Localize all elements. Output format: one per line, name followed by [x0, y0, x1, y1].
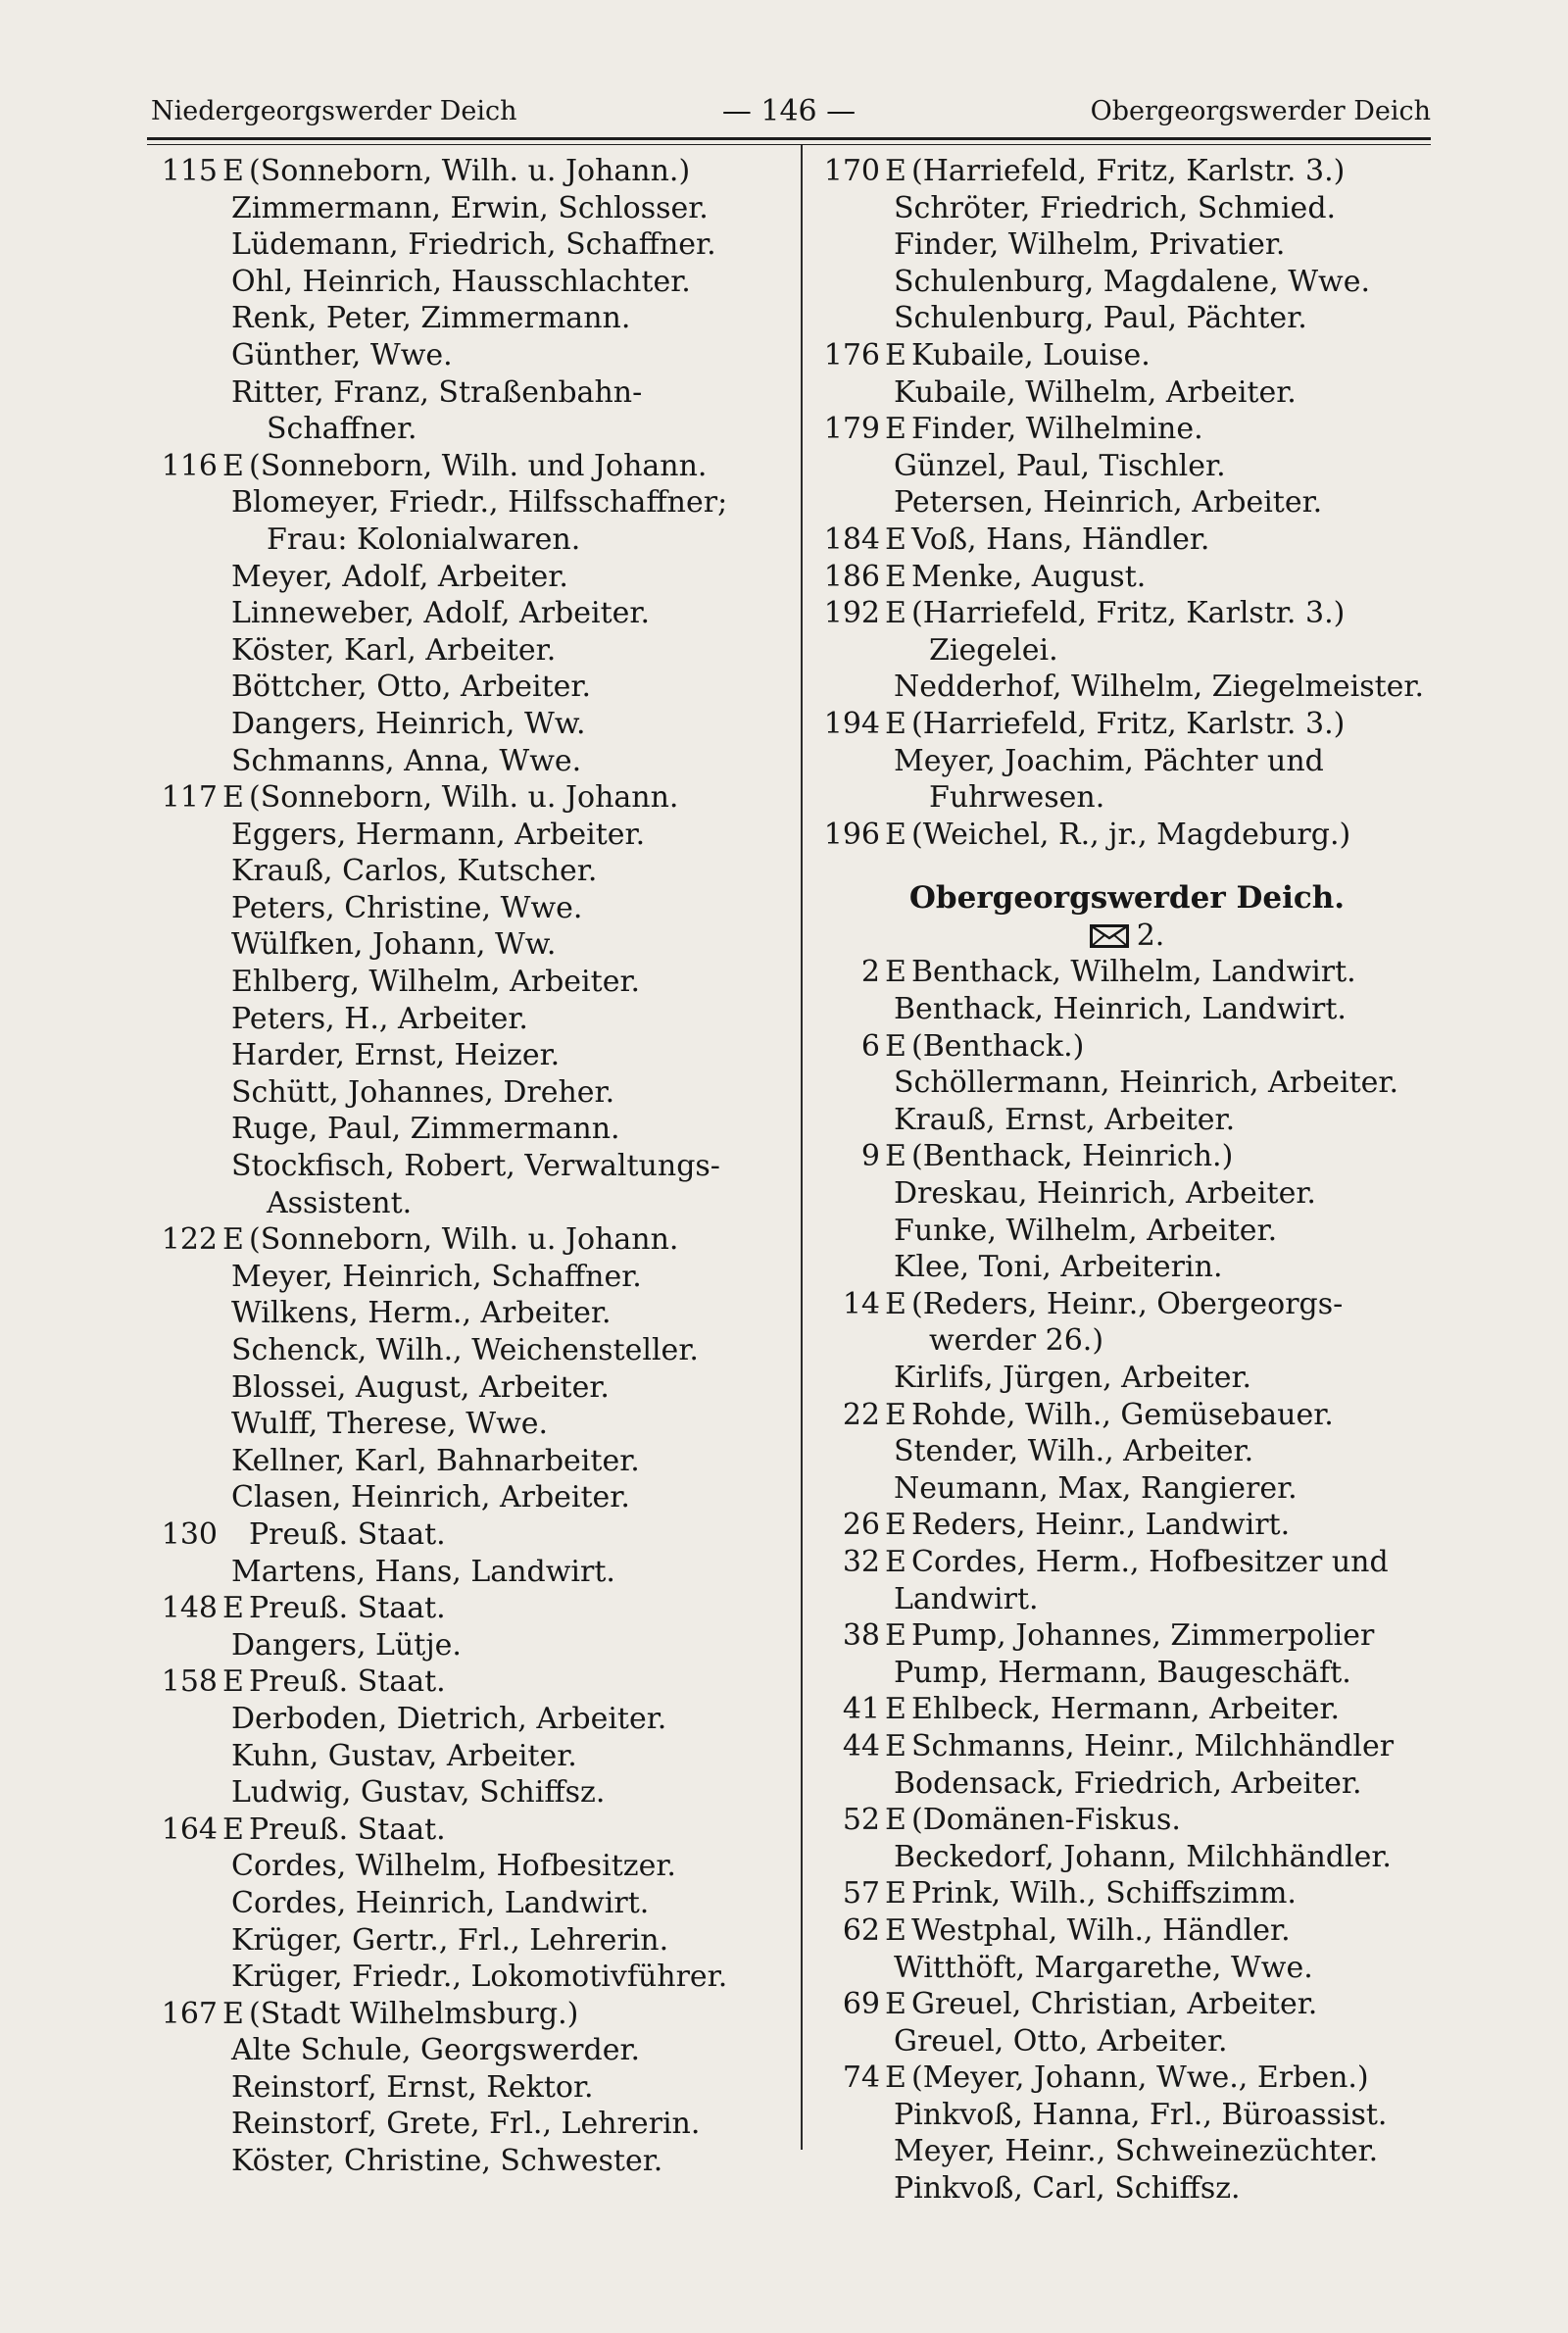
resident-text: Schulenburg, Magdalene, Wwe.	[894, 264, 1371, 299]
resident-line	[157, 2106, 794, 2143]
house-entry	[813, 411, 1441, 448]
house-number: 116	[161, 448, 218, 483]
resident-text: Krauß, Ernst, Arbeiter.	[894, 1102, 1236, 1137]
house-entry	[813, 1691, 1441, 1728]
house-entry	[813, 153, 1441, 190]
house-entry	[813, 1028, 1441, 1066]
resident-line	[157, 1406, 794, 1443]
owner-code: E	[222, 154, 244, 188]
house-entry	[813, 521, 1441, 559]
resident-line	[157, 2143, 794, 2180]
resident-line	[157, 1332, 794, 1369]
resident-text: Böttcher, Otto, Arbeiter.	[231, 670, 592, 705]
house-number: 14	[842, 1286, 880, 1321]
resident-text: Beckedorf, Johann, Milchhändler.	[894, 1839, 1392, 1874]
resident-line	[813, 2133, 1441, 2170]
resident-line	[813, 1765, 1441, 1803]
resident-text: Funke, Wilhelm, Arbeiter.	[894, 1213, 1278, 1248]
owner-code: E	[885, 1286, 906, 1321]
resident-line	[157, 190, 794, 227]
resident-text: Schütt, Johannes, Dreher.	[231, 1074, 615, 1110]
owner-code: E	[885, 955, 906, 990]
resident-text: Stender, Wilh., Arbeiter.	[894, 1434, 1254, 1469]
house-entry	[813, 1912, 1441, 1950]
owner-code: E	[885, 1028, 906, 1064]
postal-district	[813, 918, 1441, 955]
resident-line	[813, 2023, 1441, 2060]
house-number: 32	[842, 1544, 880, 1579]
resident-text: Blomeyer, Friedr., Hilfsschaffner;	[231, 485, 728, 521]
resident-line	[157, 964, 794, 1001]
owner-code: E	[885, 337, 906, 372]
resident-text: Krüger, Gertr., Frl., Lehrerin.	[231, 1922, 669, 1958]
resident-line	[157, 1295, 794, 1332]
house-number: 176	[823, 337, 880, 372]
right-column-entries-b	[813, 954, 1441, 2207]
resident-text: Schöllermann, Heinrich, Arbeiter.	[894, 1066, 1398, 1101]
owner-text: (Reders, Heinr., Obergeorgs-	[911, 1286, 1344, 1321]
owner-text: (Sonneborn, Wilh. u. Johann.	[249, 780, 679, 816]
owner-text: Preuß. Staat.	[249, 1812, 446, 1847]
resident-text: Ziegelei.	[929, 632, 1058, 668]
house-number: 192	[823, 596, 880, 631]
continuation-line	[157, 521, 794, 559]
owner-code: E	[222, 448, 244, 483]
house-entry	[157, 1590, 794, 1627]
resident-line	[157, 337, 794, 374]
resident-line	[157, 743, 794, 780]
resident-line	[813, 264, 1441, 301]
resident-line	[813, 226, 1441, 264]
owner-text: Ehlbeck, Hermann, Arbeiter.	[911, 1692, 1341, 1727]
resident-line	[157, 1369, 794, 1407]
header-left-street: Niedergeorgswerder Deich	[151, 96, 517, 126]
resident-text: Peters, Christine, Wwe.	[231, 890, 583, 925]
house-entry	[813, 1986, 1441, 2023]
resident-line	[157, 706, 794, 743]
house-number: 26	[842, 1508, 880, 1543]
house-number: 6	[860, 1028, 880, 1064]
resident-line	[813, 1102, 1441, 1139]
owner-text: Menke, August.	[911, 559, 1147, 594]
continuation-line	[813, 779, 1441, 817]
header-right-street: Obergeorgswerder Deich	[1090, 96, 1431, 126]
resident-text: Günzel, Paul, Tischler.	[894, 448, 1226, 483]
house-number: 179	[823, 412, 880, 447]
owner-text: (Domänen-Fiskus.	[911, 1803, 1181, 1838]
house-entry	[813, 954, 1441, 991]
continuation-line	[157, 411, 794, 448]
resident-line	[813, 190, 1441, 227]
resident-text: Nedderhof, Wilhelm, Ziegelmeister.	[894, 670, 1425, 705]
resident-line	[157, 632, 794, 670]
owner-code: E	[885, 1803, 906, 1838]
resident-line	[813, 1249, 1441, 1286]
house-number: 9	[860, 1139, 880, 1174]
house-number: 22	[842, 1397, 880, 1432]
resident-text: Bodensack, Friedrich, Arbeiter.	[894, 1765, 1362, 1801]
house-entry	[813, 1286, 1441, 1323]
section-title: Obergeorgswerder Deich.	[908, 880, 1346, 917]
house-number: 122	[161, 1222, 218, 1258]
resident-text: Fuhrwesen.	[929, 780, 1105, 816]
resident-text: Pinkvoß, Hanna, Frl., Büroassist.	[894, 2097, 1388, 2132]
house-number: 148	[161, 1591, 218, 1626]
resident-line	[813, 2097, 1441, 2134]
house-number: 170	[823, 154, 880, 188]
resident-text: Kellner, Karl, Bahnarbeiter.	[231, 1443, 640, 1478]
resident-text: Meyer, Heinrich, Schaffner.	[231, 1259, 642, 1294]
resident-text: Schröter, Friedrich, Schmied.	[894, 190, 1337, 225]
house-number: 62	[842, 1912, 880, 1948]
house-entry	[813, 1617, 1441, 1655]
resident-text: Greuel, Otto, Arbeiter.	[894, 2023, 1228, 2059]
resident-text: Assistent.	[267, 1185, 413, 1220]
owner-text: Greuel, Christian, Arbeiter.	[911, 1987, 1318, 2022]
resident-line	[813, 991, 1441, 1028]
resident-text: Krüger, Friedr., Lokomotivführer.	[231, 1960, 728, 1995]
resident-line	[813, 1213, 1441, 1250]
house-entry	[157, 153, 794, 190]
resident-line	[157, 1701, 794, 1738]
resident-text: Lüdemann, Friedrich, Schaffner.	[231, 227, 716, 263]
resident-text: Linneweber, Adolf, Arbeiter.	[231, 596, 651, 631]
house-number: 2	[860, 955, 880, 990]
resident-line	[157, 1443, 794, 1480]
owner-code: E	[885, 154, 906, 188]
house-number: 158	[161, 1664, 218, 1700]
resident-line	[813, 484, 1441, 521]
right-column-entries-a	[813, 153, 1441, 853]
resident-line	[157, 1627, 794, 1664]
house-entry	[813, 1397, 1441, 1434]
resident-text: Wülfken, Johann, Ww.	[231, 927, 557, 963]
resident-text: Ruge, Paul, Zimmermann.	[231, 1112, 620, 1147]
resident-line	[813, 300, 1441, 337]
owner-code: E	[885, 1618, 906, 1654]
resident-text: Harder, Ernst, Heizer.	[231, 1038, 561, 1073]
house-entry	[813, 817, 1441, 854]
resident-text: Meyer, Heinr., Schweinezüchter.	[894, 2134, 1379, 2169]
resident-text: Günther, Wwe.	[231, 337, 453, 372]
owner-code: E	[885, 596, 906, 631]
owner-text: Voß, Hans, Händler.	[911, 521, 1210, 557]
resident-line	[157, 264, 794, 301]
resident-line	[813, 743, 1441, 780]
resident-text: Schulenburg, Paul, Pächter.	[894, 301, 1307, 336]
house-entry	[813, 1875, 1441, 1912]
resident-line	[813, 374, 1441, 412]
resident-line	[157, 1001, 794, 1038]
resident-text: Stockfisch, Robert, Verwaltungs-	[231, 1149, 720, 1184]
resident-line	[157, 853, 794, 890]
resident-line	[157, 890, 794, 927]
house-number: 167	[161, 1996, 218, 2031]
owner-code: E	[222, 1812, 244, 1847]
resident-line	[813, 1175, 1441, 1213]
resident-text: Cordes, Heinrich, Landwirt.	[231, 1885, 650, 1920]
house-entry	[813, 337, 1441, 374]
owner-code: E	[885, 521, 906, 557]
resident-line	[157, 1959, 794, 1996]
resident-line	[157, 1554, 794, 1591]
resident-text: Finder, Wilhelm, Privatier.	[894, 227, 1286, 263]
resident-text: Petersen, Heinrich, Arbeiter.	[894, 485, 1323, 521]
envelope-icon	[1090, 920, 1129, 944]
house-number: 164	[161, 1812, 218, 1847]
resident-line	[157, 1774, 794, 1812]
resident-text: Dangers, Lütje.	[231, 1627, 462, 1663]
house-entry	[813, 559, 1441, 596]
owner-code: E	[885, 706, 906, 741]
owner-text: Rohde, Wilh., Gemüsebauer.	[911, 1397, 1334, 1432]
owner-text: Preuß. Staat.	[249, 1516, 446, 1552]
owner-code: E	[885, 412, 906, 447]
resident-text: Wulff, Therese, Wwe.	[231, 1407, 549, 1442]
owner-code: E	[885, 1544, 906, 1579]
continuation-line	[157, 1185, 794, 1222]
owner-code: E	[885, 1876, 906, 1911]
owner-text: Benthack, Wilhelm, Landwirt.	[911, 955, 1356, 990]
house-number: 130	[161, 1516, 218, 1552]
owner-code: E	[885, 559, 906, 594]
resident-line	[157, 1922, 794, 1960]
resident-text: Witthöft, Margarethe, Wwe.	[894, 1950, 1313, 1985]
house-entry	[157, 1516, 794, 1554]
resident-text: Meyer, Adolf, Arbeiter.	[231, 559, 568, 594]
resident-text: Kubaile, Wilhelm, Arbeiter.	[894, 374, 1297, 410]
resident-text: Dreskau, Heinrich, Arbeiter.	[894, 1176, 1316, 1212]
resident-line	[157, 595, 794, 632]
resident-line	[813, 448, 1441, 485]
owner-text: Westphal, Wilh., Händler.	[911, 1912, 1291, 1948]
resident-text: Renk, Peter, Zimmermann.	[231, 301, 631, 336]
resident-line	[813, 1950, 1441, 1987]
resident-line	[157, 1148, 794, 1185]
house-number: 184	[823, 521, 880, 557]
resident-text: Frau: Kolonialwaren.	[267, 521, 581, 557]
resident-text: Landwirt.	[894, 1581, 1039, 1616]
house-entry	[157, 779, 794, 817]
resident-text: Derboden, Dietrich, Arbeiter.	[231, 1701, 667, 1736]
owner-text: Pump, Johannes, Zimmerpolier	[911, 1618, 1375, 1654]
owner-text: (Weichel, R., jr., Magdeburg.)	[911, 817, 1351, 852]
resident-line	[157, 1479, 794, 1516]
resident-line	[813, 669, 1441, 706]
house-number: 196	[823, 817, 880, 852]
resident-text: Klee, Toni, Arbeiterin.	[894, 1250, 1223, 1285]
owner-code: E	[222, 780, 244, 816]
resident-text: Pinkvoß, Carl, Schiffsz.	[894, 2171, 1241, 2207]
owner-text: Prink, Wilh., Schiffszimm.	[911, 1876, 1297, 1911]
house-entry	[157, 1996, 794, 2033]
resident-text: Zimmermann, Erwin, Schlosser.	[231, 190, 709, 225]
resident-line	[157, 1885, 794, 1922]
house-number: 44	[842, 1728, 880, 1763]
resident-line	[157, 2069, 794, 2107]
house-number: 115	[161, 154, 218, 188]
resident-line	[157, 817, 794, 854]
header-rule-thin	[147, 144, 1431, 145]
resident-text: Köster, Christine, Schwester.	[231, 2144, 663, 2179]
resident-text: Ludwig, Gustav, Schiffsz.	[231, 1775, 606, 1811]
owner-text: Schmanns, Heinr., Milchhändler	[911, 1728, 1395, 1763]
resident-text: Neumann, Max, Rangierer.	[894, 1470, 1298, 1506]
resident-text: Köster, Karl, Arbeiter.	[231, 632, 557, 668]
resident-text: Blossei, August, Arbeiter.	[231, 1369, 610, 1405]
owner-code: E	[885, 1139, 906, 1174]
owner-text: (Sonneborn, Wilh. u. Johann.)	[249, 154, 691, 188]
resident-text: Peters, H., Arbeiter.	[231, 1001, 528, 1036]
resident-text: Kirlifs, Jürgen, Arbeiter.	[894, 1361, 1252, 1395]
running-header	[147, 90, 1431, 133]
resident-line	[157, 484, 794, 521]
owner-text: (Benthack.)	[911, 1028, 1085, 1064]
owner-text: Cordes, Herm., Hofbesitzer und	[911, 1544, 1389, 1579]
house-number: 41	[842, 1692, 880, 1727]
resident-line	[813, 1433, 1441, 1470]
owner-text: Kubaile, Louise.	[911, 337, 1151, 372]
resident-text: Dangers, Heinrich, Ww.	[231, 706, 586, 741]
house-number: 38	[842, 1618, 880, 1654]
resident-line	[813, 1655, 1441, 1692]
resident-line	[157, 1848, 794, 1885]
house-entry	[157, 1221, 794, 1259]
right-column	[813, 153, 1441, 2208]
house-number: 186	[823, 559, 880, 594]
owner-code: E	[222, 1996, 244, 2031]
owner-text: Reders, Heinr., Landwirt.	[911, 1508, 1291, 1543]
owner-code: E	[222, 1664, 244, 1700]
owner-text: Preuß. Staat.	[249, 1664, 446, 1700]
house-entry	[813, 1802, 1441, 1839]
house-number: 69	[842, 1987, 880, 2022]
resident-text: Ritter, Franz, Straßenbahn-	[231, 374, 643, 410]
owner-code: E	[885, 1987, 906, 2022]
continuation-line	[813, 632, 1441, 670]
house-number: 74	[842, 2060, 880, 2096]
resident-line	[157, 300, 794, 337]
owner-code: E	[885, 1397, 906, 1432]
left-column	[157, 153, 794, 2180]
resident-line	[813, 1581, 1441, 1618]
resident-text: Alte Schule, Georgswerder.	[231, 2033, 641, 2068]
resident-text: Reinstorf, Grete, Frl., Lehrerin.	[231, 2107, 701, 2142]
resident-text: Cordes, Wilhelm, Hofbesitzer.	[231, 1849, 676, 1884]
house-entry	[813, 595, 1441, 632]
owner-text: (Meyer, Johann, Wwe., Erben.)	[911, 2060, 1369, 2096]
resident-text: Meyer, Joachim, Pächter und	[894, 743, 1324, 778]
header-rule-thick	[147, 137, 1431, 140]
continuation-line	[813, 1322, 1441, 1360]
owner-text: Preuß. Staat.	[249, 1591, 446, 1626]
house-entry	[813, 1728, 1441, 1765]
owner-text: (Harriefeld, Fritz, Karlstr. 3.)	[911, 596, 1346, 631]
resident-text: Schmanns, Anna, Wwe.	[231, 743, 582, 778]
resident-text: Martens, Hans, Landwirt.	[231, 1554, 615, 1589]
house-number: 117	[161, 780, 218, 816]
resident-line	[157, 374, 794, 412]
house-entry	[157, 1663, 794, 1701]
house-number: 57	[842, 1876, 880, 1911]
resident-text: Kuhn, Gustav, Arbeiter.	[231, 1738, 577, 1773]
owner-code: E	[885, 1508, 906, 1543]
owner-text: (Sonneborn, Wilh. u. Johann.	[249, 1222, 679, 1258]
resident-line	[157, 669, 794, 706]
house-entry	[813, 1138, 1441, 1175]
resident-text: Clasen, Heinrich, Arbeiter.	[231, 1480, 630, 1515]
house-entry	[157, 448, 794, 485]
resident-text: Schenck, Wilh., Weichensteller.	[231, 1333, 699, 1367]
owner-text: Finder, Wilhelmine.	[911, 412, 1203, 447]
owner-text: (Harriefeld, Fritz, Karlstr. 3.)	[911, 154, 1346, 188]
resident-line	[157, 1259, 794, 1296]
resident-text: werder 26.)	[929, 1323, 1104, 1359]
owner-text: (Benthack, Heinrich.)	[911, 1139, 1234, 1174]
owner-text: (Sonneborn, Wilh. und Johann.	[249, 448, 708, 483]
resident-line	[157, 226, 794, 264]
house-number: 194	[823, 706, 880, 741]
owner-code: E	[885, 817, 906, 852]
house-entry	[813, 1544, 1441, 1581]
owner-code: E	[885, 1692, 906, 1727]
resident-line	[813, 2170, 1441, 2208]
owner-code: E	[222, 1591, 244, 1626]
resident-line	[813, 1470, 1441, 1508]
resident-line	[157, 1074, 794, 1112]
resident-text: Ohl, Heinrich, Hausschlachter.	[231, 264, 691, 299]
postal-district-number: 2.	[1136, 918, 1165, 953]
house-entry	[813, 2060, 1441, 2097]
resident-line	[157, 926, 794, 964]
house-entry	[813, 1507, 1441, 1544]
resident-text: Reinstorf, Ernst, Rektor.	[231, 2069, 594, 2105]
page-number: — 146 —	[721, 94, 857, 128]
resident-line	[813, 1839, 1441, 1876]
owner-code: E	[885, 1912, 906, 1948]
resident-text: Eggers, Hermann, Arbeiter.	[231, 817, 646, 852]
resident-text: Pump, Hermann, Baugeschäft.	[894, 1655, 1351, 1690]
resident-text: Ehlberg, Wilhelm, Arbeiter.	[231, 965, 641, 1000]
owner-code: E	[885, 2060, 906, 2096]
owner-code: E	[222, 1222, 244, 1258]
resident-line	[813, 1360, 1441, 1397]
owner-code: E	[885, 1728, 906, 1763]
resident-text: Schaffner.	[267, 412, 417, 447]
house-entry	[157, 1812, 794, 1849]
resident-text: Wilkens, Herm., Arbeiter.	[231, 1296, 612, 1331]
resident-text: Krauß, Carlos, Kutscher.	[231, 854, 598, 889]
resident-line	[157, 2032, 794, 2069]
resident-text: Benthack, Heinrich, Landwirt.	[894, 992, 1347, 1027]
resident-line	[813, 1065, 1441, 1102]
resident-line	[157, 1111, 794, 1148]
owner-text: (Harriefeld, Fritz, Karlstr. 3.)	[911, 706, 1346, 741]
house-number: 52	[842, 1803, 880, 1838]
resident-line	[157, 1738, 794, 1775]
owner-text: (Stadt Wilhelmsburg.)	[249, 1996, 579, 2031]
resident-line	[157, 559, 794, 596]
resident-line	[157, 1037, 794, 1074]
column-divider	[801, 145, 803, 2150]
house-entry	[813, 706, 1441, 743]
